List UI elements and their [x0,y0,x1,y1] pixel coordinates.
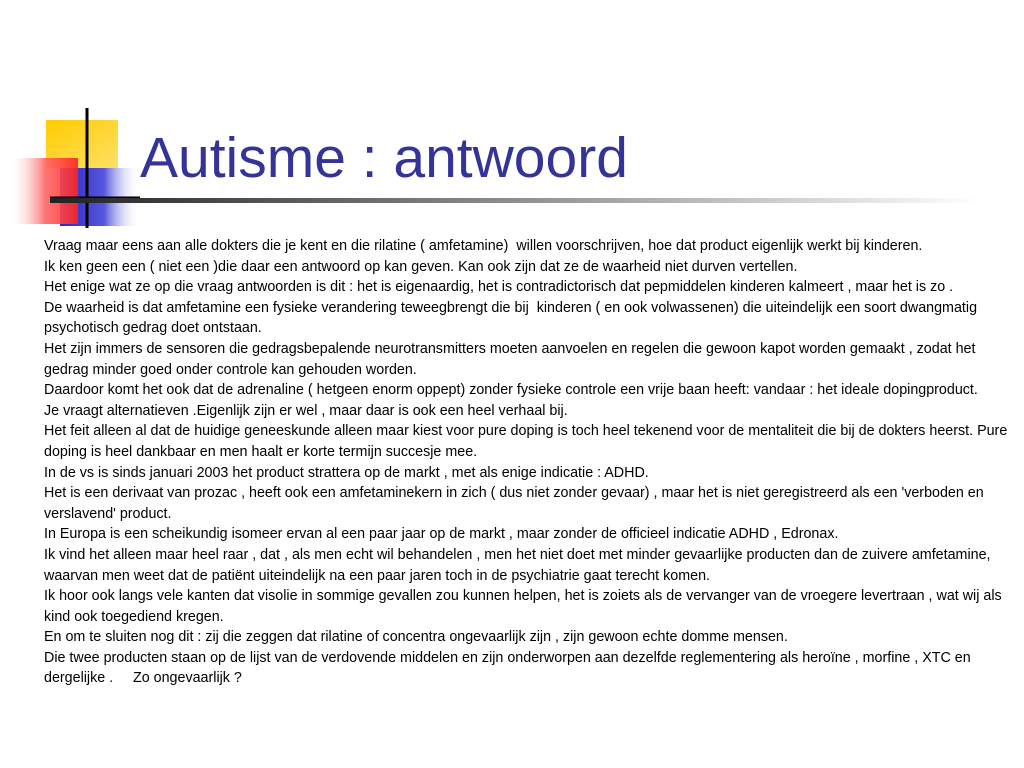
title-underline [50,198,980,203]
paragraph: Je vraagt alternatieven .Eigenlijk zijn er wel , maar daar is ook een heel verhaal bij. [44,402,568,419]
slide-body [44,236,1016,689]
decorative-squares-icon [0,100,150,230]
paragraph: Daardoor komt het ook dat de adrenaline ( hetgeen enorm oppept) zonder fysieke controle een vrije baan heeft: vandaar : het ideale dopingproduct. [44,382,978,399]
paragraph: Het enige wat ze op die vraag antwoorden is dit : het is eigenaardig, het is contradictorisch dat pepmiddelen kinderen kalmeert , maar het is zo . [44,279,954,296]
paragraph: Ik hoor ook langs vele kanten dat visolie in sommige gevallen zou kunnen helpen, het is zoiets als de vervanger van de vroegere levertraan , wat wij als kind ook toegediend kregen. [44,588,1006,625]
paragraph: Ik ken geen een ( niet een )die daar een antwoord op kan geven. Kan ook zijn dat ze de waarheid niet durven vertellen. [44,258,798,275]
paragraph: Vraag maar eens aan alle dokters die je kent en die rilatine ( amfetamine) willen voorschrijven, hoe dat product eigenlijk werkt bij kinderen. [44,238,923,254]
paragraph: In Europa is een scheikundig isomeer ervan al een paar jaar op de markt , maar zonder de officieel indicatie ADHD , Edronax. [44,526,839,543]
paragraph: Die twee producten staan op de lijst van de verdovende middelen en zijn onderworpen aan dezelfde reglementering als heroïne , morfine , XTC en dergelijke . Zo ongevaarlijk ? [44,649,975,687]
paragraph: Ik vind het alleen maar heel raar , dat , als men echt wil behandelen , men het niet doet met minder gevaarlijke producten dan de zuivere amfetamine, waarvan men weet dat de patiënt uiteindelijk na een paar jaren toch in de psychiatrie gaat terecht komen. [44,546,995,584]
paragraph: De waarheid is dat amfetamine een fysieke verandering teweegbrengt die bij kinderen ( en ook volwassenen) die uiteindelijk een soort dwangmatig psychotisch gedrag doet ontstaan. [44,299,982,337]
red-square [12,158,78,224]
slide-title: Autisme : antwoord [140,126,628,190]
paragraph: En om te sluiten nog dit : zij die zeggen dat rilatine of concentra ongevaarlijk zijn , zijn gewoon echte domme mensen. [44,629,788,646]
paragraph: Het zijn immers de sensoren die gedragsbepalende neurotransmitters moeten aanvoelen en regelen die gewoon kapot worden gemaakt , zodat het gedrag minder goed onder controle kan gehouden worden. [44,340,980,378]
paragraph: Het feit alleen al dat de huidige geneeskunde alleen maar kiest voor pure doping is toch heel tekenend voor de mentaliteit die bij de dokters heerst. Pure doping is heel dankbaar en men haalt er korte termijn succesje mee. [44,423,1012,460]
paragraph: In de vs is sinds januari 2003 het product strattera op de markt , met als enige indicatie : ADHD. [44,464,649,481]
paragraph: Het is een derivaat van prozac , heeft ook een amfetaminekern in zich ( dus niet zonder gevaar) , maar het is niet geregistreerd als een 'verboden en verslavend' product. [44,485,988,522]
